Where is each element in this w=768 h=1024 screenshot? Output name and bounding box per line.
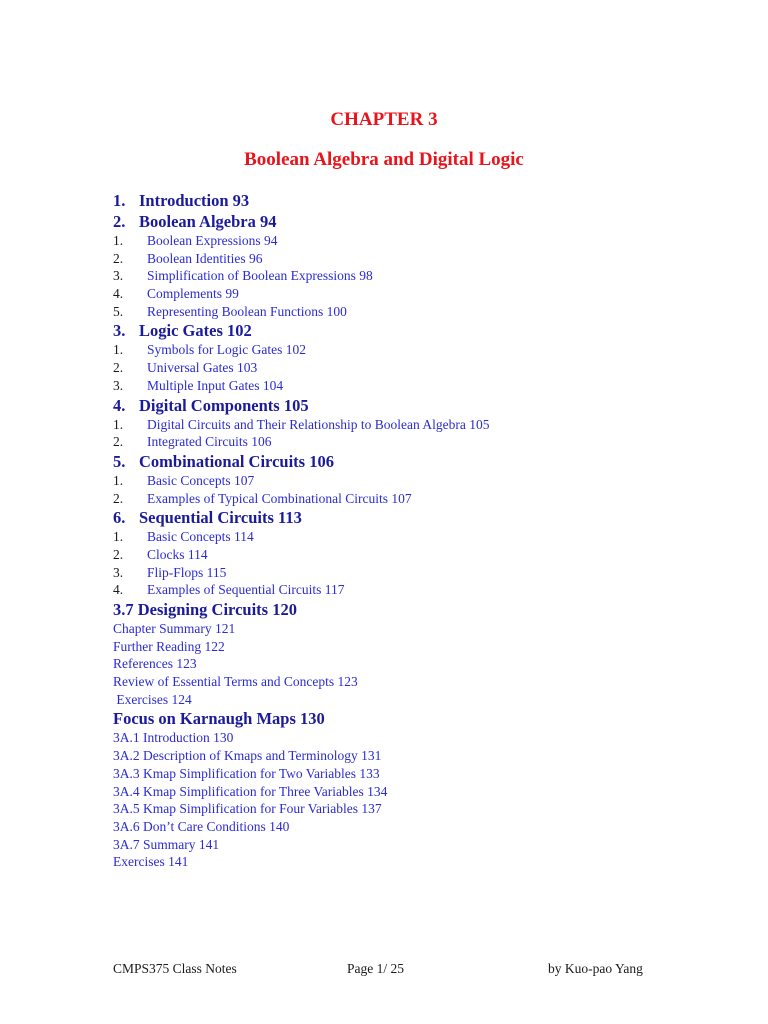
toc-text: 3A.1 Introduction 130 (113, 730, 234, 746)
toc-text: 3A.3 Kmap Simplification for Two Variables 133 (113, 765, 380, 781)
toc-subsection-link[interactable] (113, 341, 713, 359)
toc-entry-link[interactable] (113, 655, 713, 673)
toc-text: Focus on Karnaugh Maps 130 (113, 709, 325, 729)
footer-author: by Kuo-pao Yang (548, 961, 643, 976)
toc-number: 1. (113, 191, 126, 210)
toc-text: 3A.7 Summary 141 (113, 836, 220, 852)
toc-text: Universal Gates 103 (147, 360, 258, 376)
toc-number: 3. (113, 564, 124, 580)
toc-number: 5. (113, 303, 124, 319)
toc-subsection-link[interactable] (113, 433, 713, 451)
toc-text: Exercises 124 (113, 691, 192, 707)
toc-number: 4. (113, 395, 126, 415)
toc-text: Basic Concepts 107 (147, 472, 255, 488)
toc-subsection-link[interactable] (113, 528, 713, 546)
toc-text: Combinational Circuits 106 (139, 451, 334, 471)
toc-number: 5. (113, 451, 126, 471)
toc-entry-link[interactable] (113, 691, 713, 709)
toc-number: 3. (113, 377, 124, 393)
toc-entry-link[interactable] (113, 765, 713, 783)
toc-number: 2. (113, 434, 124, 450)
toc-number: 6. (113, 508, 126, 528)
toc-entry-link[interactable] (113, 638, 713, 656)
toc-number: 2. (113, 546, 124, 562)
toc-number: 3. (113, 321, 126, 341)
toc-text: Basic Concepts 114 (147, 529, 254, 545)
toc-subsection-link[interactable] (113, 303, 713, 321)
toc-text: Sequential Circuits 113 (139, 508, 302, 528)
toc-section-link[interactable] (113, 507, 713, 528)
toc-entry-link[interactable] (113, 818, 713, 836)
toc-subsection-link[interactable] (113, 490, 713, 508)
toc-text: Boolean Expressions 94 (147, 233, 278, 248)
toc-subsection-link[interactable] (113, 377, 713, 395)
toc-text: Boolean Identities 96 (147, 250, 263, 266)
toc-subsection-link[interactable] (113, 250, 713, 268)
toc-section-link[interactable] (113, 708, 713, 729)
toc-entry-link[interactable] (113, 673, 713, 691)
toc-subsection-link[interactable] (113, 581, 713, 599)
toc-text: Multiple Input Gates 104 (147, 377, 284, 393)
toc-text: Representing Boolean Functions 100 (147, 303, 347, 319)
page-footer (0, 960, 768, 978)
toc-text: Review of Essential Terms and Concepts 123 (113, 674, 358, 690)
toc-number: 1. (113, 416, 124, 432)
toc-number: 1. (113, 472, 124, 488)
toc-text: Introduction 93 (139, 191, 250, 210)
toc-entry-link[interactable] (113, 836, 713, 854)
chapter-title: Boolean Algebra and Digital Logic (244, 149, 524, 170)
toc-text: Exercises 141 (113, 854, 189, 870)
toc-text: Digital Components 105 (139, 395, 309, 415)
toc-text: Boolean Algebra 94 (139, 212, 277, 231)
toc-entry-link[interactable] (113, 620, 713, 638)
toc-text: 3A.6 Don’t Care Conditions 140 (113, 818, 290, 834)
toc-number: 1. (113, 529, 124, 545)
toc-entry-link[interactable] (113, 783, 713, 801)
toc-number: 2. (113, 250, 124, 266)
toc-text: Integrated Circuits 106 (147, 434, 272, 450)
toc-text: Clocks 114 (147, 546, 208, 562)
toc-number: 4. (113, 582, 124, 598)
toc-text: 3A.5 Kmap Simplification for Four Variables 137 (113, 801, 382, 817)
footer-course: CMPS375 Class Notes (113, 961, 237, 976)
toc-subsection-link[interactable] (113, 267, 713, 285)
toc-subsection-link[interactable] (113, 285, 713, 303)
toc-number: 2. (113, 490, 124, 506)
toc-entry-link[interactable] (113, 747, 713, 765)
toc-subsection-link[interactable] (113, 546, 713, 564)
toc-number: 4. (113, 286, 124, 302)
toc-text: Examples of Sequential Circuits 117 (147, 582, 345, 598)
toc-number: 1. (113, 233, 124, 248)
toc-number: 1. (113, 342, 124, 358)
toc-number: 3. (113, 268, 124, 284)
toc-entry-link[interactable] (113, 729, 713, 747)
toc-subsection-link[interactable] (113, 564, 713, 582)
toc-text: Examples of Typical Combinational Circuits 107 (147, 490, 412, 506)
toc-text: Digital Circuits and Their Relationship to Boolean Algebra 105 (147, 416, 490, 432)
toc-text: Chapter Summary 121 (113, 621, 236, 636)
footer-page-number: Page 1/ 25 (347, 961, 404, 976)
toc-section-link[interactable] (113, 320, 713, 341)
toc-subsection-link[interactable] (113, 472, 713, 490)
toc-number: 2. (113, 360, 124, 376)
toc-entry-link[interactable] (113, 853, 713, 871)
toc-section-link[interactable] (113, 211, 713, 232)
toc-section-link[interactable] (113, 190, 713, 211)
toc-text: Flip-Flops 115 (147, 564, 227, 580)
toc-text: 3A.2 Description of Kmaps and Terminology 131 (113, 748, 382, 764)
toc-text: Complements 99 (147, 286, 239, 302)
toc-section-link[interactable] (113, 395, 713, 416)
toc-text: References 123 (113, 656, 197, 672)
table-of-contents (113, 190, 713, 871)
toc-subsection-link[interactable] (113, 359, 713, 377)
toc-number: 2. (113, 212, 126, 231)
toc-text: 3A.4 Kmap Simplification for Three Variables 134 (113, 783, 388, 799)
toc-section-link[interactable] (113, 451, 713, 472)
toc-subsection-link[interactable] (113, 416, 713, 434)
toc-text: Symbols for Logic Gates 102 (147, 342, 306, 358)
toc-entry-link[interactable] (113, 800, 713, 818)
toc-section-link[interactable] (113, 599, 713, 620)
toc-text: Further Reading 122 (113, 638, 225, 654)
toc-subsection-link[interactable] (113, 232, 713, 250)
chapter-label: CHAPTER 3 (330, 109, 438, 130)
toc-text: Simplification of Boolean Expressions 98 (147, 268, 373, 284)
toc-text: Logic Gates 102 (139, 321, 252, 341)
toc-text: 3.7 Designing Circuits 120 (113, 600, 297, 619)
